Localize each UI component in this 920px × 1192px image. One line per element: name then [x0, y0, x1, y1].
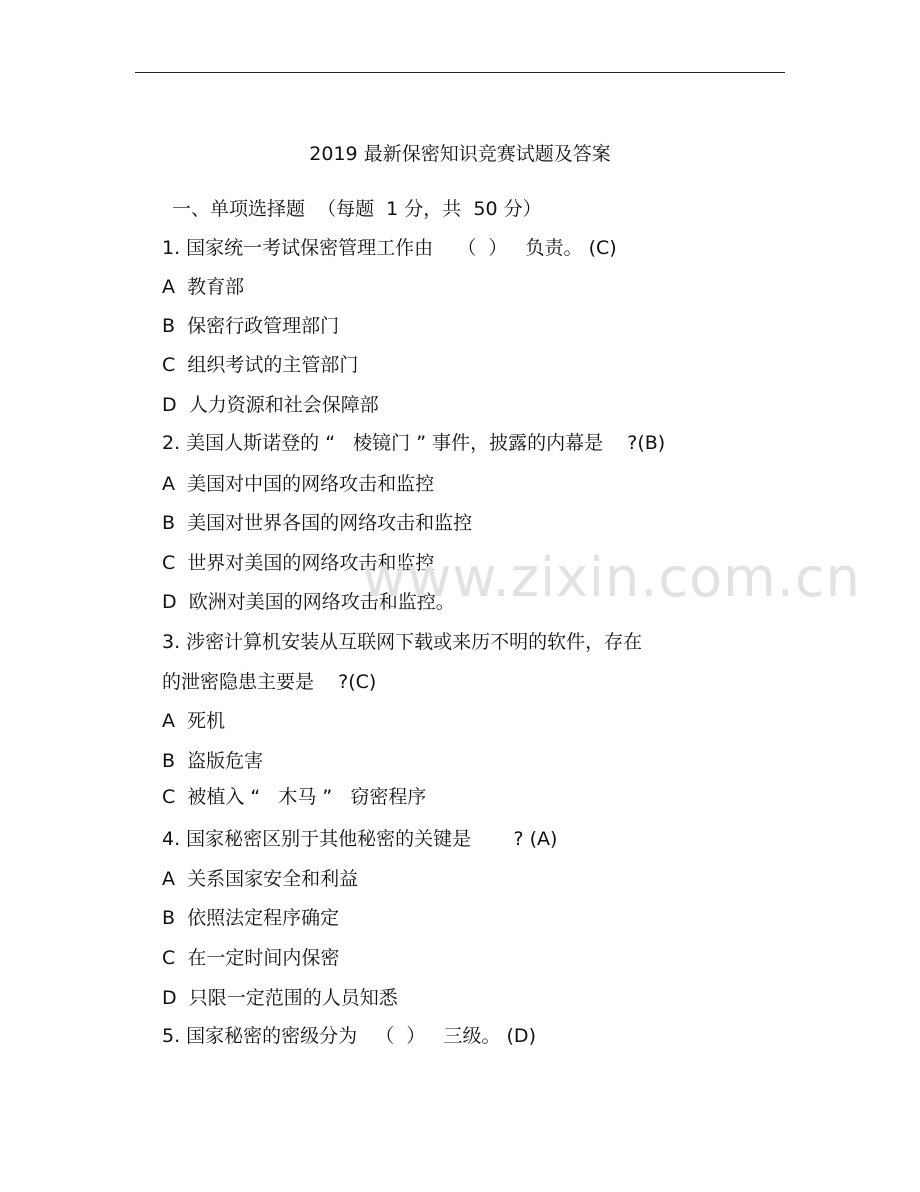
- question-5: 5. 国家秘密的密级分为 （ ） 三级。 (D): [162, 1025, 536, 1047]
- option-2c: C 世界对美国的网络攻击和监控: [162, 552, 435, 574]
- question-3: 3. 涉密计算机安装从互联网下载或来历不明的软件，存在: [162, 631, 643, 653]
- option-1c: C 组织考试的主管部门: [162, 354, 359, 376]
- option-4c: C 在一定时间内保密: [162, 947, 340, 969]
- question-1: 1. 国家统一考试保密管理工作由 （ ） 负责。 (C): [162, 237, 617, 259]
- option-4b: B 依照法定程序确定: [162, 907, 340, 929]
- option-3b: B 盗版危害: [162, 750, 264, 772]
- option-2d: D 欧洲对美国的网络攻击和监控。: [162, 591, 455, 613]
- question-2: 2. 美国人斯诺登的 “ 棱镜门 ” 事件，披露的内幕是 ?(B): [162, 432, 666, 454]
- document-title: 2019 最新保密知识竞赛试题及答案: [309, 143, 611, 165]
- header-rule: [135, 72, 785, 73]
- option-3a: A 死机: [162, 710, 226, 732]
- question-4: 4. 国家秘密区别于其他秘密的关键是 ? (A): [162, 828, 558, 850]
- option-1b: B 保密行政管理部门: [162, 315, 340, 337]
- option-2a: A 美国对中国的网络攻击和监控: [162, 473, 435, 495]
- option-2b: B 美国对世界各国的网络攻击和监控: [162, 512, 473, 534]
- option-4a: A 关系国家安全和利益: [162, 868, 359, 890]
- watermark: www.zixin.com.cn: [362, 546, 861, 609]
- option-1d: D 人力资源和社会保障部: [162, 394, 379, 416]
- option-3c: C 被植入 “ 木马 ” 窃密程序: [162, 786, 427, 808]
- question-3-continued: 的泄密隐患主要是 ?(C): [162, 671, 377, 693]
- section-heading: 一、单项选择题 （每题 1 分，共 50 分）: [172, 198, 542, 220]
- option-1a: A 教育部: [162, 276, 245, 298]
- option-4d: D 只限一定范围的人员知悉: [162, 987, 398, 1009]
